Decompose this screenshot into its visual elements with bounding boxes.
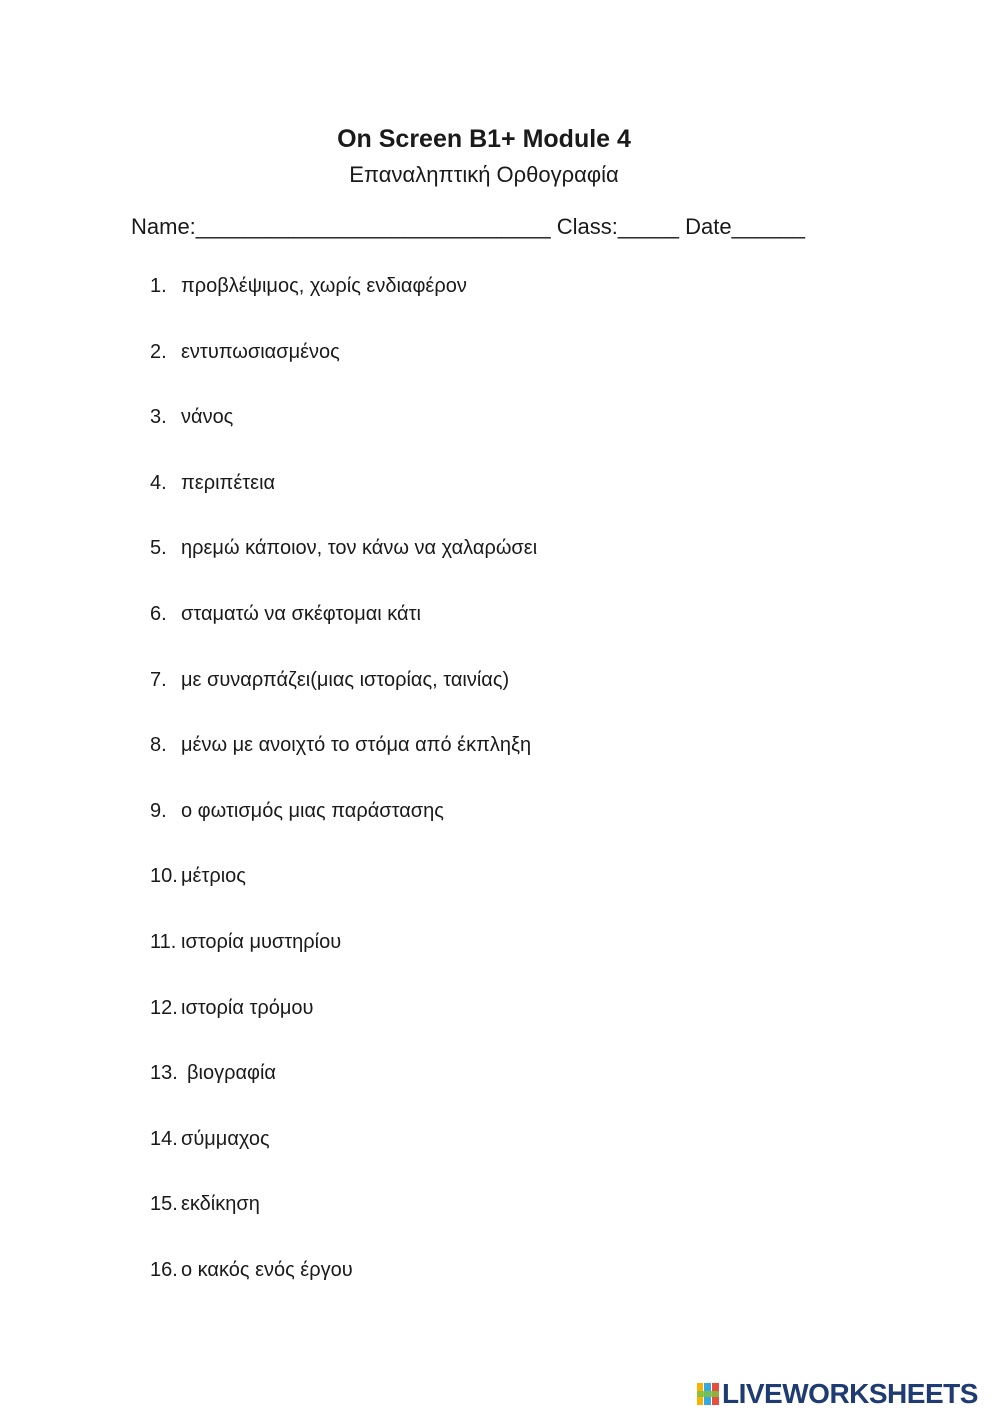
item-text: ιστορία μυστηρίου — [181, 930, 342, 953]
item-number: 14. — [150, 1127, 178, 1150]
liveworksheets-logo-icon — [697, 1383, 719, 1405]
liveworksheets-brand — [697, 1376, 978, 1412]
list-item — [0, 596, 1000, 662]
list-item — [0, 990, 1000, 1056]
item-text: μέτριος — [181, 865, 246, 888]
item-number: 10. — [150, 865, 178, 888]
item-text: εκδίκηση — [181, 1193, 260, 1216]
item-number: 9. — [150, 799, 167, 822]
item-text: με συναρπάζει(μιας ιστορίας, ταινίας) — [181, 668, 510, 691]
list-item — [0, 334, 1000, 400]
item-number: 7. — [150, 668, 167, 691]
worksheet-title: On Screen B1+ Module 4 — [337, 125, 631, 153]
list-item — [0, 1186, 1000, 1252]
item-number: 13. — [150, 1062, 178, 1085]
item-number: 2. — [150, 340, 167, 363]
item-text: σταματώ να σκέφτομαι κάτι — [181, 602, 421, 625]
list-item — [0, 924, 1000, 990]
item-number: 4. — [150, 471, 167, 494]
list-item — [0, 1252, 1000, 1318]
item-number: 15. — [150, 1193, 178, 1216]
list-item — [0, 793, 1000, 859]
list-item — [0, 727, 1000, 793]
item-text: ο φωτισμός μιας παράστασης — [181, 799, 444, 822]
item-text: ηρεμώ κάποιον, τον κάνω να χαλαρώσει — [181, 537, 538, 560]
item-number: 16. — [150, 1258, 178, 1281]
item-text: νάνος — [181, 406, 234, 429]
item-text: σύμμαχος — [181, 1127, 270, 1150]
item-number: 12. — [150, 996, 178, 1019]
item-number: 11. — [150, 930, 177, 953]
item-number: 6. — [150, 602, 167, 625]
list-item — [0, 465, 1000, 531]
vocabulary-list — [0, 268, 1000, 1318]
item-number: 1. — [150, 275, 167, 297]
worksheet-subtitle: Επαναληπτική Ορθογραφία — [349, 162, 619, 187]
item-number: 8. — [150, 734, 167, 757]
liveworksheets-wordmark: LIVEWORKSHEETS — [722, 1378, 978, 1409]
list-item — [0, 1121, 1000, 1187]
item-number: 3. — [150, 406, 167, 429]
item-text: προβλέψιμος, χωρίς ενδιαφέρον — [181, 275, 467, 297]
item-text: βιογραφία — [187, 1062, 276, 1085]
item-text: ιστορία τρόμου — [181, 996, 314, 1019]
item-text: περιπέτεια — [181, 471, 276, 494]
list-item — [0, 858, 1000, 924]
item-text: μένω με ανοιχτό το στόμα από έκπληξη — [181, 734, 532, 757]
list-item — [0, 1055, 1000, 1121]
name-class-date-line: Name:_____________________________ Class:_____ Date______ — [131, 214, 806, 239]
item-text: ο κακός ενός έργου — [181, 1258, 353, 1281]
item-number: 5. — [150, 537, 167, 560]
list-item — [0, 662, 1000, 728]
list-item — [0, 530, 1000, 596]
list-item — [0, 268, 1000, 334]
list-item — [0, 399, 1000, 465]
item-text: εντυπωσιασμένος — [181, 340, 340, 363]
